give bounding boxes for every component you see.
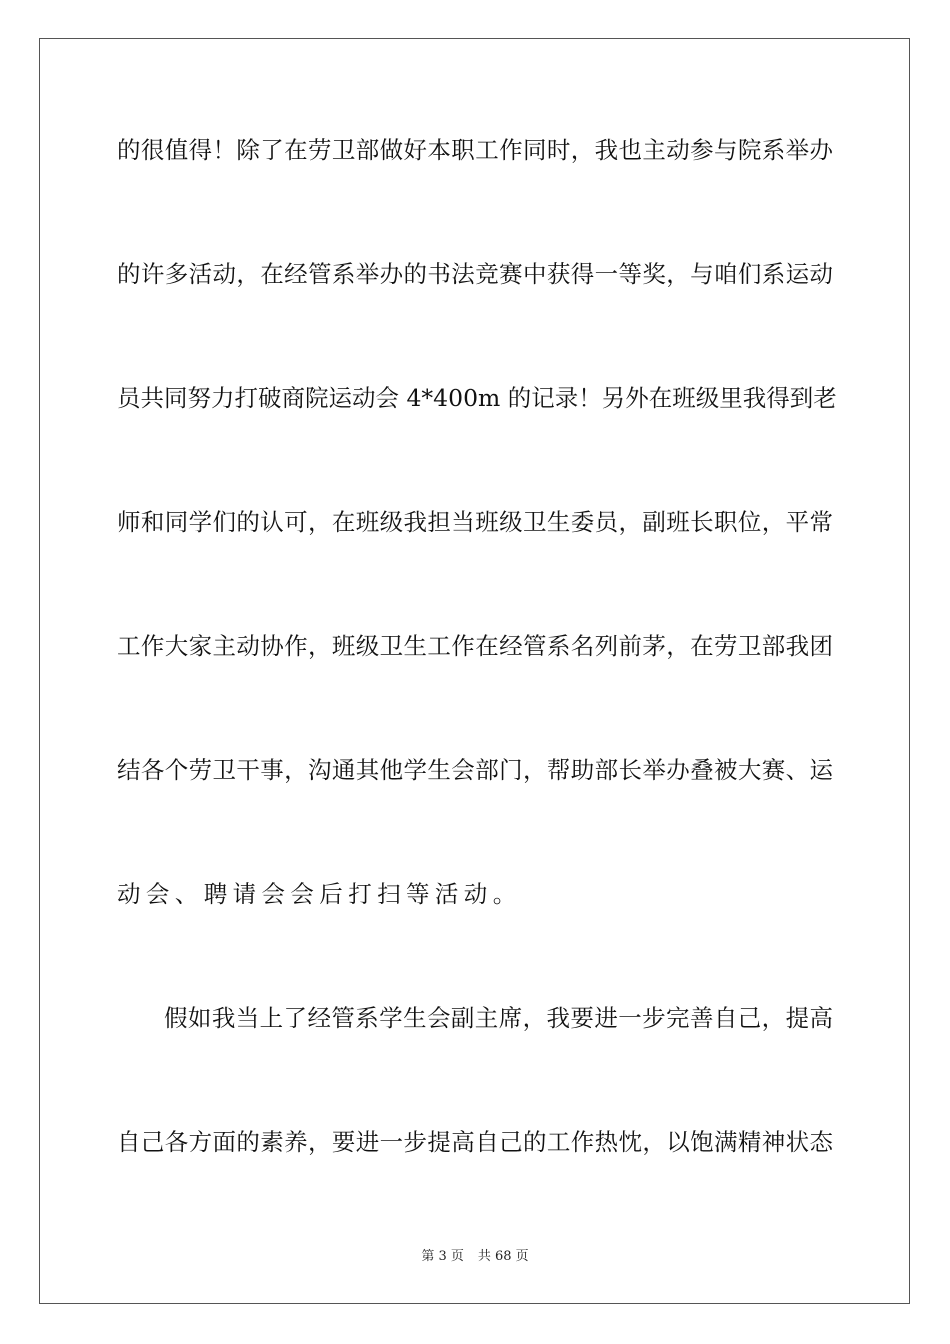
text-line-9: 自己各方面的素养，要进一步提高自己的工作热忱，以饱满精神状态 [117,1128,833,1156]
text-line-2: 的许多活动，在经管系举办的书法竞赛中获得一等奖，与咱们系运动 [117,260,833,288]
text-line-8: 假如我当上了经管系学生会副主席，我要进一步完善自己，提高 [164,1004,833,1032]
text-line-1: 的很值得！除了在劳卫部做好本职工作同时，我也主动参与院系举办 [117,136,833,164]
page-number: 第 3 页 [421,1249,464,1264]
page-total: 共 68 页 [477,1249,529,1264]
page-footer [0,1248,950,1266]
text-line-5: 工作大家主动协作，班级卫生工作在经管系名列前茅，在劳卫部我团 [117,632,833,660]
text-line-6: 结各个劳卫干事，沟通其他学生会部门，帮助部长举办叠被大赛、运 [117,756,833,784]
text-line-7: 动会、聘请会会后打扫等活动。 [117,880,522,908]
text-line-3: 员共同努力打破商院运动会 4*400m 的记录！另外在班级里我得到老 [117,384,837,412]
text-line-4: 师和同学们的认可，在班级我担当班级卫生委员，副班长职位，平常 [117,508,833,536]
page-border [39,38,910,1304]
